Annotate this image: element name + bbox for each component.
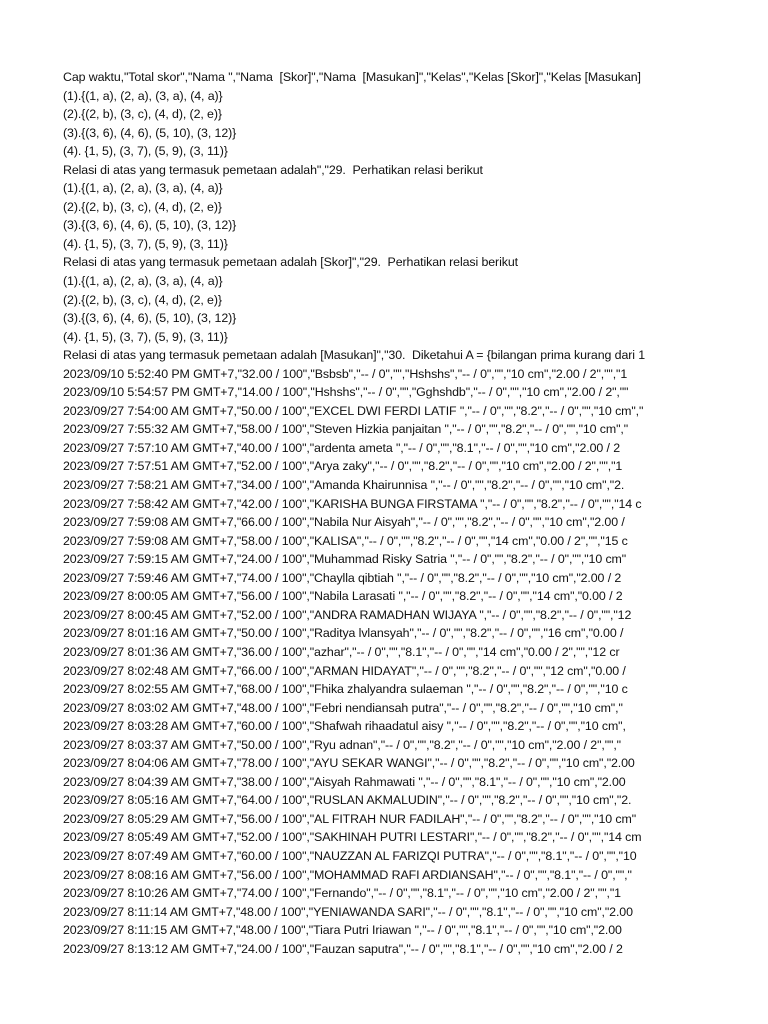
relation-option-line: (2).{(2, b), (3, c), (4, d), (2, e)}	[63, 292, 222, 307]
relation-option-line: (3).{(3, 6), (4, 6), (5, 10), (3, 12)}	[63, 125, 237, 140]
response-row: 2023/09/27 8:11:15 AM GMT+7,"48.00 / 100","Tiara Putri Iriawan ","-- / 0","","8.1","-- / 0","","10 cm","2.00	[63, 923, 622, 938]
response-row: 2023/09/27 8:01:16 AM GMT+7,"50.00 / 100","Raditya lvlansyah","-- / 0","","8.2","-- / 0","","16 cm","0.00 /	[63, 626, 624, 641]
response-row: 2023/09/27 8:05:16 AM GMT+7,"64.00 / 100","RUSLAN AKMALUDIN","-- / 0","","8.2","-- / 0","","10 cm","2.	[63, 793, 632, 808]
relation-option-line: (1).{(1, a), (2, a), (3, a), (4, a)}	[63, 274, 223, 289]
relation-option-line: (1).{(1, a), (2, a), (3, a), (4, a)}	[63, 88, 223, 103]
response-row: 2023/09/27 8:02:48 AM GMT+7,"66.00 / 100","ARMAN HIDAYAT","-- / 0","","8.2","-- / 0","","12 cm","0.00 /	[63, 663, 626, 678]
response-row: 2023/09/27 7:58:42 AM GMT+7,"42.00 / 100","KARISHA BUNGA FIRSTAMA ","-- / 0","","8.2","-- / 0","","14 c	[63, 496, 642, 511]
question-line: Relasi di atas yang termasuk pemetaan adalah","29. Perhatikan relasi berikut	[63, 162, 483, 177]
relation-option-line: (4). {1, 5), (3, 7), (5, 9), (3, 11)}	[63, 236, 228, 251]
response-row: 2023/09/27 8:05:49 AM GMT+7,"52.00 / 100","SAKHINAH PUTRI LESTARI","-- / 0","","8.2","-- / 0","","14 cm	[63, 830, 642, 845]
response-row: 2023/09/27 8:00:05 AM GMT+7,"56.00 / 100","Nabila Larasati ","-- / 0","","8.2","-- / 0","","14 cm","0.00 / 2	[63, 589, 623, 604]
response-row: 2023/09/27 7:58:21 AM GMT+7,"34.00 / 100","Amanda Khairunnisa ","-- / 0","","8.2","-- / 0","","10 cm","2.	[63, 478, 625, 493]
response-row: 2023/09/27 7:57:51 AM GMT+7,"52.00 / 100","Arya zaky","-- / 0","","8.2","-- / 0","","10 cm","2.00 / 2","","1	[63, 459, 623, 474]
response-row: 2023/09/27 8:05:29 AM GMT+7,"56.00 / 100","AL FITRAH NUR FADILAH","-- / 0","","8.2","-- / 0","","10 cm"	[63, 811, 637, 826]
response-row: 2023/09/27 8:01:36 AM GMT+7,"36.00 / 100","azhar","-- / 0","","8.1","-- / 0","","14 cm","0.00 / 2","","12 cr	[63, 644, 620, 659]
response-row: 2023/09/10 5:52:40 PM GMT+7,"32.00 / 100","Bsbsb","-- / 0","","Hshshs","-- / 0","","10 cm","2.00 / 2","","1	[63, 366, 628, 381]
relation-option-line: (4). {1, 5), (3, 7), (5, 9), (3, 11)}	[63, 329, 228, 344]
response-row: 2023/09/27 7:59:08 AM GMT+7,"58.00 / 100","KALISA","-- / 0","","8.2","-- / 0","","14 cm","0.00 / 2","","15 c	[63, 533, 628, 548]
response-row: 2023/09/10 5:54:57 PM GMT+7,"14.00 / 100","Hshshs","-- / 0","","Gghshdb","-- / 0","","10 cm","2.00 / 2",""	[63, 385, 629, 400]
response-row: 2023/09/27 8:11:14 AM GMT+7,"48.00 / 100","YENIAWANDA SARI","-- / 0","","8.1","-- / 0","","10 cm","2.00	[63, 904, 633, 919]
question-line: Relasi di atas yang termasuk pemetaan adalah [Skor]","29. Perhatikan relasi berikut	[63, 255, 518, 270]
csv-text-block	[63, 68, 669, 958]
relation-option-line: (4). {1, 5), (3, 7), (5, 9), (3, 11)}	[63, 144, 228, 159]
response-row: 2023/09/27 7:55:32 AM GMT+7,"58.00 / 100","Steven Hizkia panjaitan ","-- / 0","","8.2","-- / 0","","10 cm","	[63, 422, 629, 437]
response-row: 2023/09/27 8:03:37 AM GMT+7,"50.00 / 100","Ryu adnan","-- / 0","","8.2","-- / 0","","10 cm","2.00 / 2","","	[63, 737, 621, 752]
response-row: 2023/09/27 7:54:00 AM GMT+7,"50.00 / 100","EXCEL DWI FERDI LATIF ","-- / 0","","8.2","-- / 0","","10 cm","	[63, 403, 644, 418]
csv-header-line: Cap waktu,"Total skor","Nama ","Nama [Skor]","Nama [Masukan]","Kelas","Kelas [Skor]","Kelas [Masukan]	[63, 70, 641, 84]
relation-option-line: (2).{(2, b), (3, c), (4, d), (2, e)}	[63, 199, 222, 214]
response-row: 2023/09/27 8:03:28 AM GMT+7,"60.00 / 100","Shafwah rihaadatul aisy ","-- / 0","","8.2","-- / 0","","10 cm",	[63, 719, 626, 734]
relation-option-line: (3).{(3, 6), (4, 6), (5, 10), (3, 12)}	[63, 311, 237, 326]
response-row: 2023/09/27 8:07:49 AM GMT+7,"60.00 / 100","NAUZZAN AL FARIZQI PUTRA","-- / 0","","8.1","-- / 0","","10	[63, 848, 637, 863]
question-line: Relasi di atas yang termasuk pemetaan adalah [Masukan]","30. Diketahui A = {bilangan prima kurang dari 1	[63, 348, 646, 363]
response-row: 2023/09/27 8:10:26 AM GMT+7,"74.00 / 100","Fernando","-- / 0","","8.1","-- / 0","","10 cm","2.00 / 2","","1	[63, 886, 621, 901]
response-row: 2023/09/27 8:13:12 AM GMT+7,"24.00 / 100","Fauzan saputra","-- / 0","","8.1","-- / 0","","10 cm","2.00 / 2	[63, 941, 623, 956]
response-row: 2023/09/27 8:02:55 AM GMT+7,"68.00 / 100","Fhika zhalyandra sulaeman ","-- / 0","","8.2","-- / 0","","10 c	[63, 682, 628, 697]
response-row: 2023/09/27 7:57:10 AM GMT+7,"40.00 / 100","ardenta ameta ","-- / 0","","8.1","-- / 0","","10 cm","2.00 / 2	[63, 440, 620, 455]
response-row: 2023/09/27 7:59:15 AM GMT+7,"24.00 / 100","Muhammad Risky Satria ","-- / 0","","8.2","-- / 0","","10 cm"	[63, 552, 627, 567]
relation-option-line: (1).{(1, a), (2, a), (3, a), (4, a)}	[63, 181, 223, 196]
response-row: 2023/09/27 7:59:46 AM GMT+7,"74.00 / 100","Chaylla qibtiah ","-- / 0","","8.2","-- / 0","","10 cm","2.00 / 2	[63, 570, 622, 585]
response-row: 2023/09/27 7:59:08 AM GMT+7,"66.00 / 100","Nabila Nur Aisyah","-- / 0","","8.2","-- / 0","","10 cm","2.00 /	[63, 515, 625, 530]
relation-option-line: (3).{(3, 6), (4, 6), (5, 10), (3, 12)}	[63, 218, 237, 233]
response-row: 2023/09/27 8:08:16 AM GMT+7,"56.00 / 100","MOHAMMAD RAFI ARDIANSAH","-- / 0","","8.1","-- / 0","","	[63, 867, 632, 882]
relation-option-line: (2).{(2, b), (3, c), (4, d), (2, e)}	[63, 107, 222, 122]
response-row: 2023/09/27 8:04:39 AM GMT+7,"38.00 / 100","Aisyah Rahmawati ","-- / 0","","8.1","-- / 0","","10 cm","2.00	[63, 774, 626, 789]
response-row: 2023/09/27 8:04:06 AM GMT+7,"78.00 / 100","AYU SEKAR WANGI","-- / 0","","8.2","-- / 0","","10 cm","2.00	[63, 756, 635, 771]
response-row: 2023/09/27 8:00:45 AM GMT+7,"52.00 / 100","ANDRA RAMADHAN WIJAYA ","-- / 0","","8.2","-- / 0","","12	[63, 607, 632, 622]
response-row: 2023/09/27 8:03:02 AM GMT+7,"48.00 / 100","Febri nendiansah putra","-- / 0","","8.2","-- / 0","","10 cm","	[63, 700, 623, 715]
